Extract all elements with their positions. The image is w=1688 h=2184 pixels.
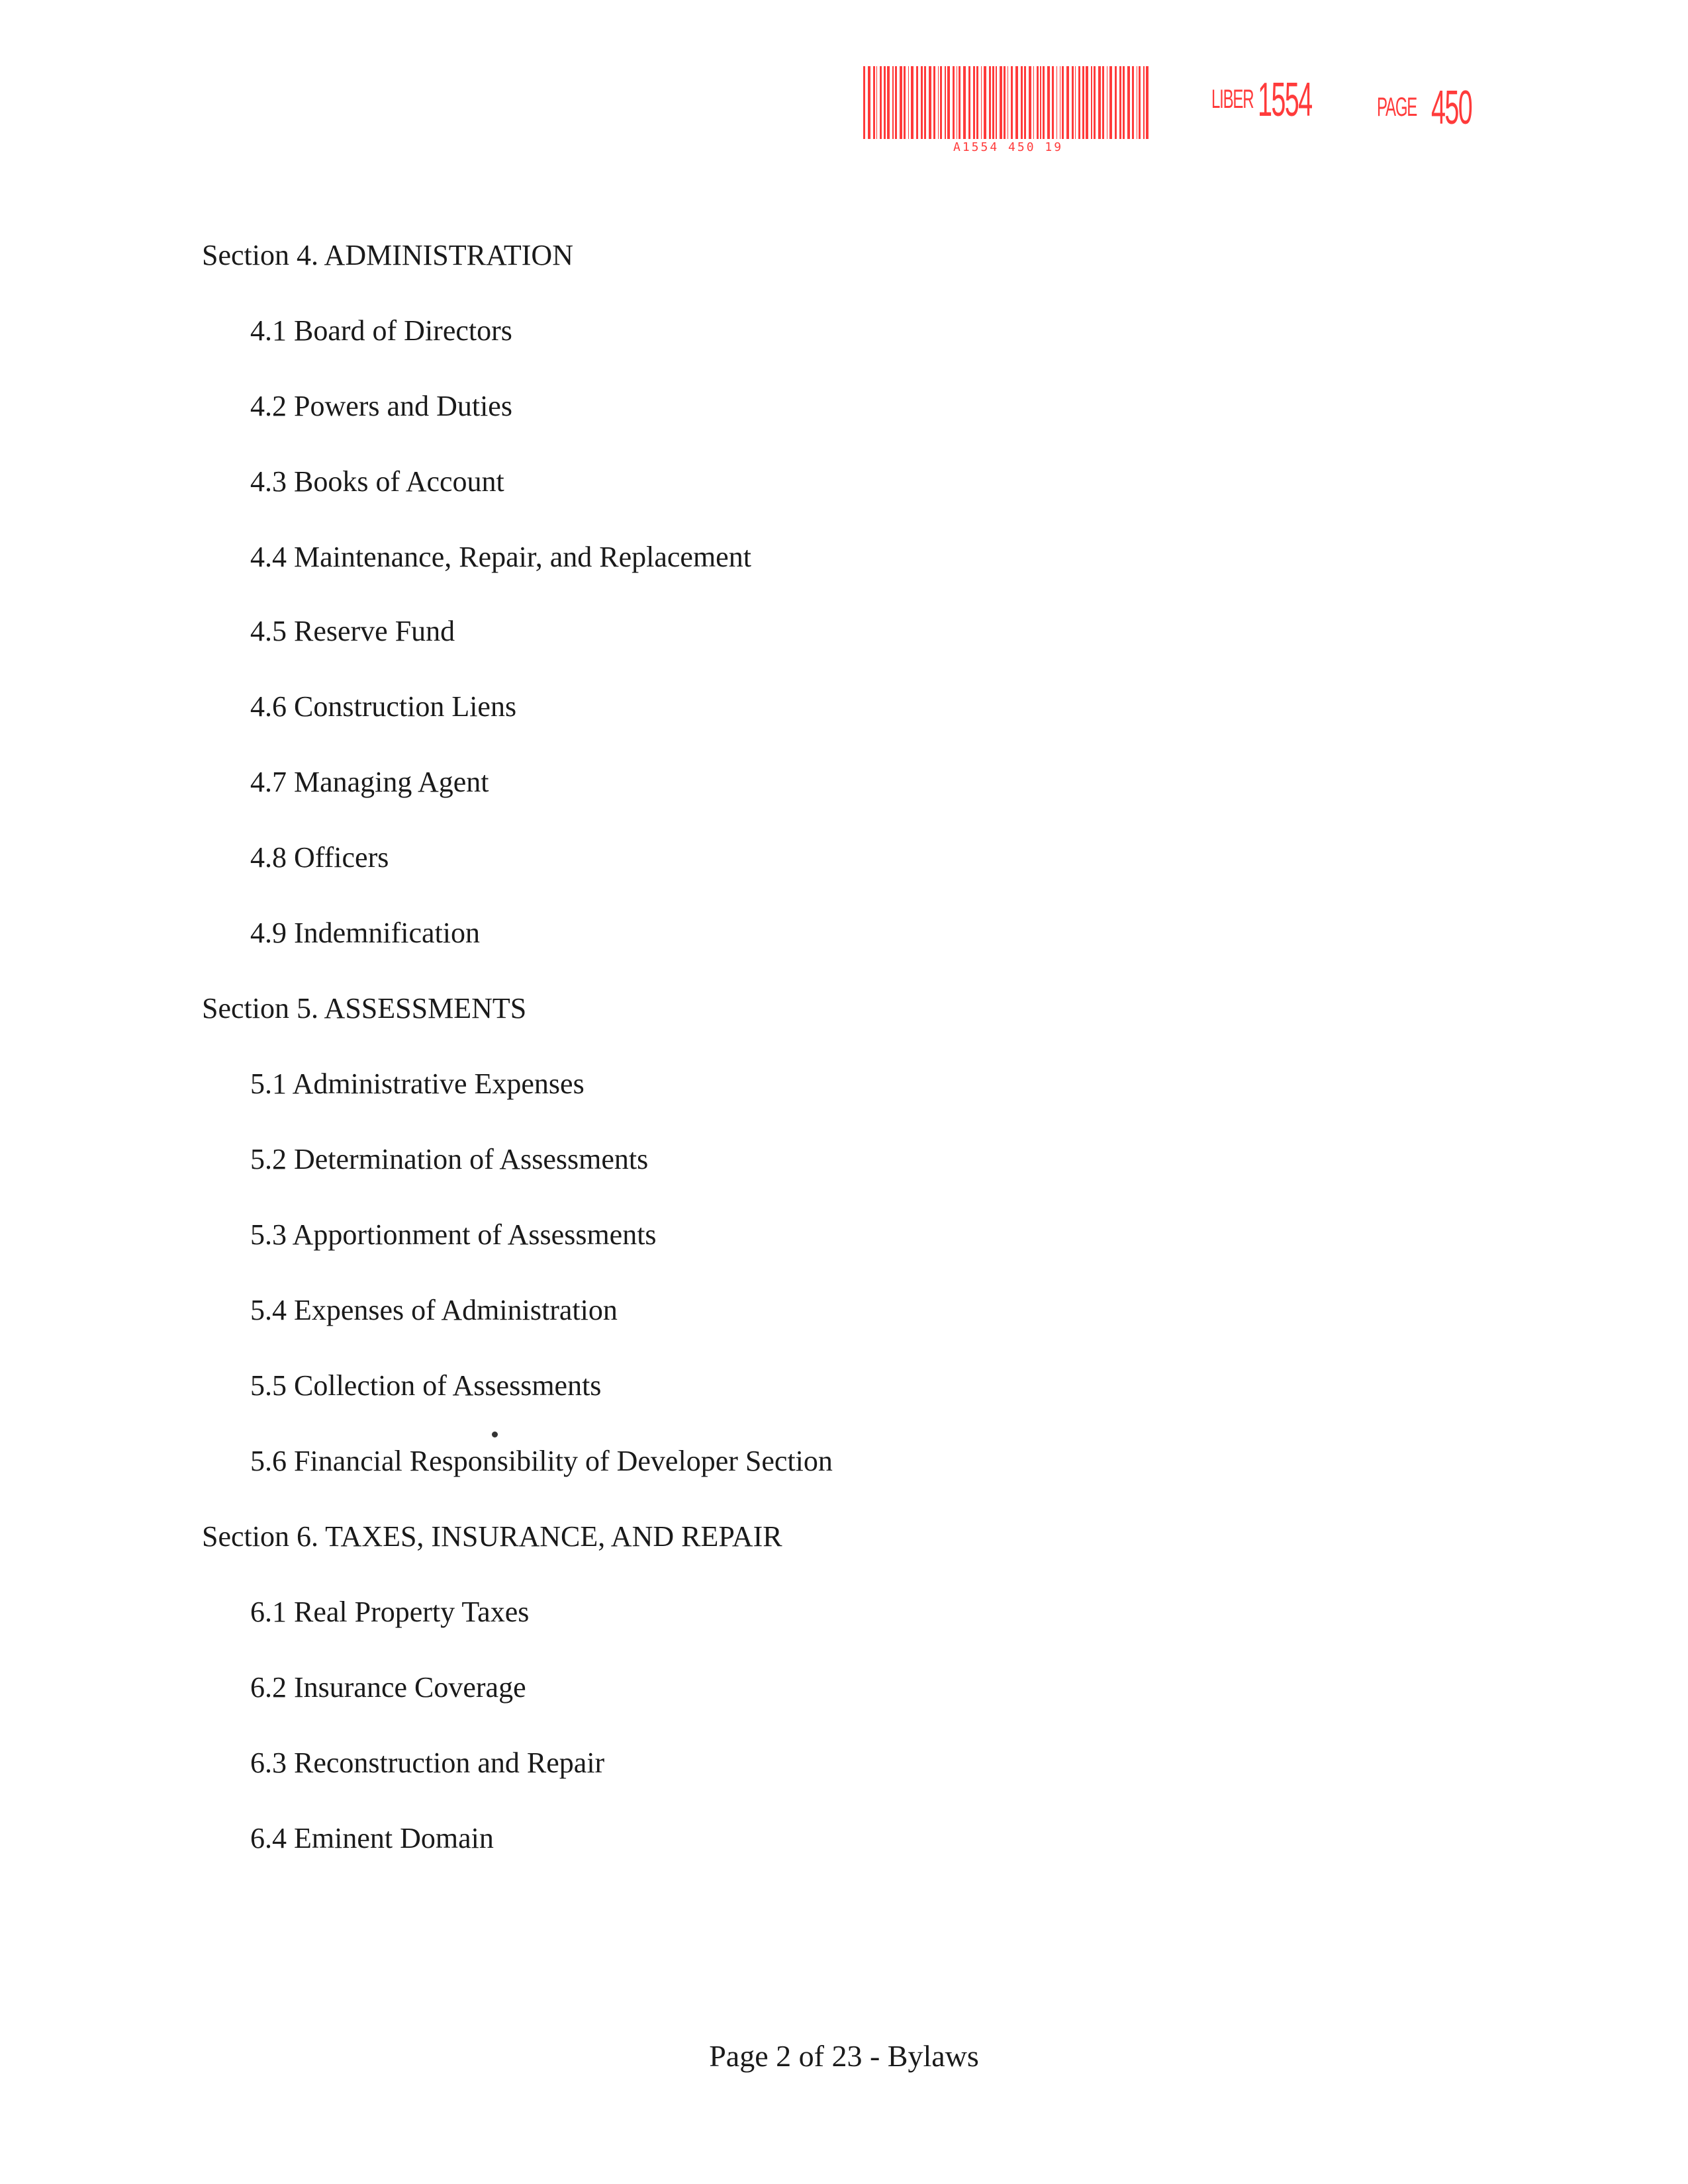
barcode-bar <box>921 66 923 139</box>
barcode-image <box>861 66 1152 139</box>
barcode-bar <box>895 66 897 139</box>
barcode-bar <box>938 66 939 139</box>
barcode-bar <box>1011 66 1013 139</box>
barcode-bar <box>1015 66 1018 139</box>
barcode-bar <box>924 66 926 139</box>
toc-item: 4.9 Indemnification <box>250 917 481 949</box>
barcode-bar <box>1139 66 1141 139</box>
toc-item: 5.3 Apportionment of Assessments <box>250 1218 657 1251</box>
recording-stamp <box>861 66 1496 159</box>
barcode-bar <box>1102 66 1104 139</box>
toc-item: 5.4 Expenses of Administration <box>250 1294 618 1326</box>
section-heading: Section 6. TAXES, INSURANCE, AND REPAIR <box>202 1520 782 1553</box>
section-heading: Section 4. ADMINISTRATION <box>202 239 573 271</box>
barcode-bar <box>1091 66 1092 139</box>
barcode-bar <box>963 66 966 139</box>
liber-number: 1554 <box>1258 73 1312 126</box>
toc-item: 4.1 Board of Directors <box>250 314 512 347</box>
barcode-bar <box>933 66 935 139</box>
barcode-bar <box>976 66 978 139</box>
barcode-bar <box>945 66 946 139</box>
barcode-bar <box>1098 66 1101 139</box>
toc-item: 4.4 Maintenance, Repair, and Replacement <box>250 541 751 573</box>
liber-label: LIBER <box>1211 85 1254 114</box>
toc-item: 4.2 Powers and Duties <box>250 390 512 422</box>
barcode-bar <box>1047 66 1050 139</box>
toc-item: 6.3 Reconstruction and Repair <box>250 1747 605 1779</box>
toc-item: 6.1 Real Property Taxes <box>250 1596 530 1628</box>
barcode-bar <box>1127 66 1130 139</box>
barcode-bar <box>1094 66 1096 139</box>
barcode-bar <box>1043 66 1045 139</box>
barcode-bar <box>1052 66 1054 139</box>
barcode-bar <box>1082 66 1084 139</box>
barcode-bar <box>992 66 994 139</box>
barcode-bar <box>959 66 961 139</box>
barcode-bar <box>1040 66 1041 139</box>
barcode-bar <box>908 66 909 139</box>
barcode-bar <box>876 66 877 139</box>
barcode-bar <box>1062 66 1064 139</box>
barcode-bar <box>1037 66 1039 139</box>
toc-item: 4.8 Officers <box>250 841 389 874</box>
barcode-bar <box>1146 66 1149 139</box>
barcode-bar <box>1078 66 1080 139</box>
toc-item: 5.5 Collection of Assessments <box>250 1369 602 1402</box>
toc-item: 4.5 Reserve Fund <box>250 615 455 647</box>
barcode-bar <box>1000 66 1002 139</box>
barcode-bar <box>904 66 906 139</box>
barcode-bar <box>900 66 902 139</box>
barcode-bar <box>884 66 886 139</box>
barcode-bar <box>911 66 914 139</box>
toc-item: 5.2 Determination of Assessments <box>250 1143 649 1175</box>
toc-item: 5.1 Administrative Expenses <box>250 1068 585 1100</box>
barcode-bar <box>892 66 894 139</box>
section-heading: Section 5. ASSESSMENTS <box>202 992 527 1024</box>
barcode-bar <box>887 66 890 139</box>
barcode-number: A1554 450 19 <box>953 140 1064 154</box>
page-number: 450 <box>1431 81 1472 134</box>
barcode-bar <box>1024 66 1026 139</box>
barcode-bar <box>863 66 865 139</box>
barcode-bar <box>996 66 997 139</box>
barcode-bar <box>947 66 950 139</box>
scan-speck <box>492 1432 498 1437</box>
toc-item: 6.4 Eminent Domain <box>250 1822 494 1854</box>
barcode-bar <box>929 66 931 139</box>
barcode-bar <box>1086 66 1088 139</box>
barcode-bar <box>1029 66 1031 139</box>
toc-item: 4.6 Construction Liens <box>250 690 517 723</box>
page-label: PAGE <box>1377 93 1417 122</box>
barcode-bar <box>880 66 882 139</box>
barcode-bar <box>953 66 955 139</box>
barcode-bar <box>984 66 986 139</box>
barcode-bar <box>1033 66 1034 139</box>
barcode-bar <box>1143 66 1145 139</box>
barcode-bar <box>1021 66 1023 139</box>
barcode-bar <box>1004 66 1006 139</box>
barcode-bar <box>1115 66 1117 139</box>
barcode-bar <box>1066 66 1069 139</box>
barcode-bar <box>989 66 991 139</box>
barcode-bar <box>1109 66 1112 139</box>
page-footer: Page 2 of 23 - Bylaws <box>709 2039 979 2073</box>
barcode-bar <box>981 66 982 139</box>
barcode-bar <box>1072 66 1074 139</box>
barcode-bar <box>973 66 975 139</box>
barcode-bar <box>873 66 875 139</box>
toc-item: 6.2 Insurance Coverage <box>250 1671 526 1704</box>
barcode-bar <box>1075 66 1076 139</box>
barcode-bar <box>1132 66 1134 139</box>
barcode-bar <box>940 66 942 139</box>
barcode-bar <box>968 66 970 139</box>
barcode-bar <box>1123 66 1125 139</box>
toc-item: 5.6 Financial Responsibility of Developer Section <box>250 1445 833 1477</box>
barcode-bar <box>868 66 870 139</box>
toc-item: 4.3 Books of Account <box>250 465 504 498</box>
toc-item: 4.7 Managing Agent <box>250 766 489 798</box>
barcode-bar <box>1119 66 1121 139</box>
barcode-bar <box>916 66 918 139</box>
barcode-bar <box>1056 66 1057 139</box>
